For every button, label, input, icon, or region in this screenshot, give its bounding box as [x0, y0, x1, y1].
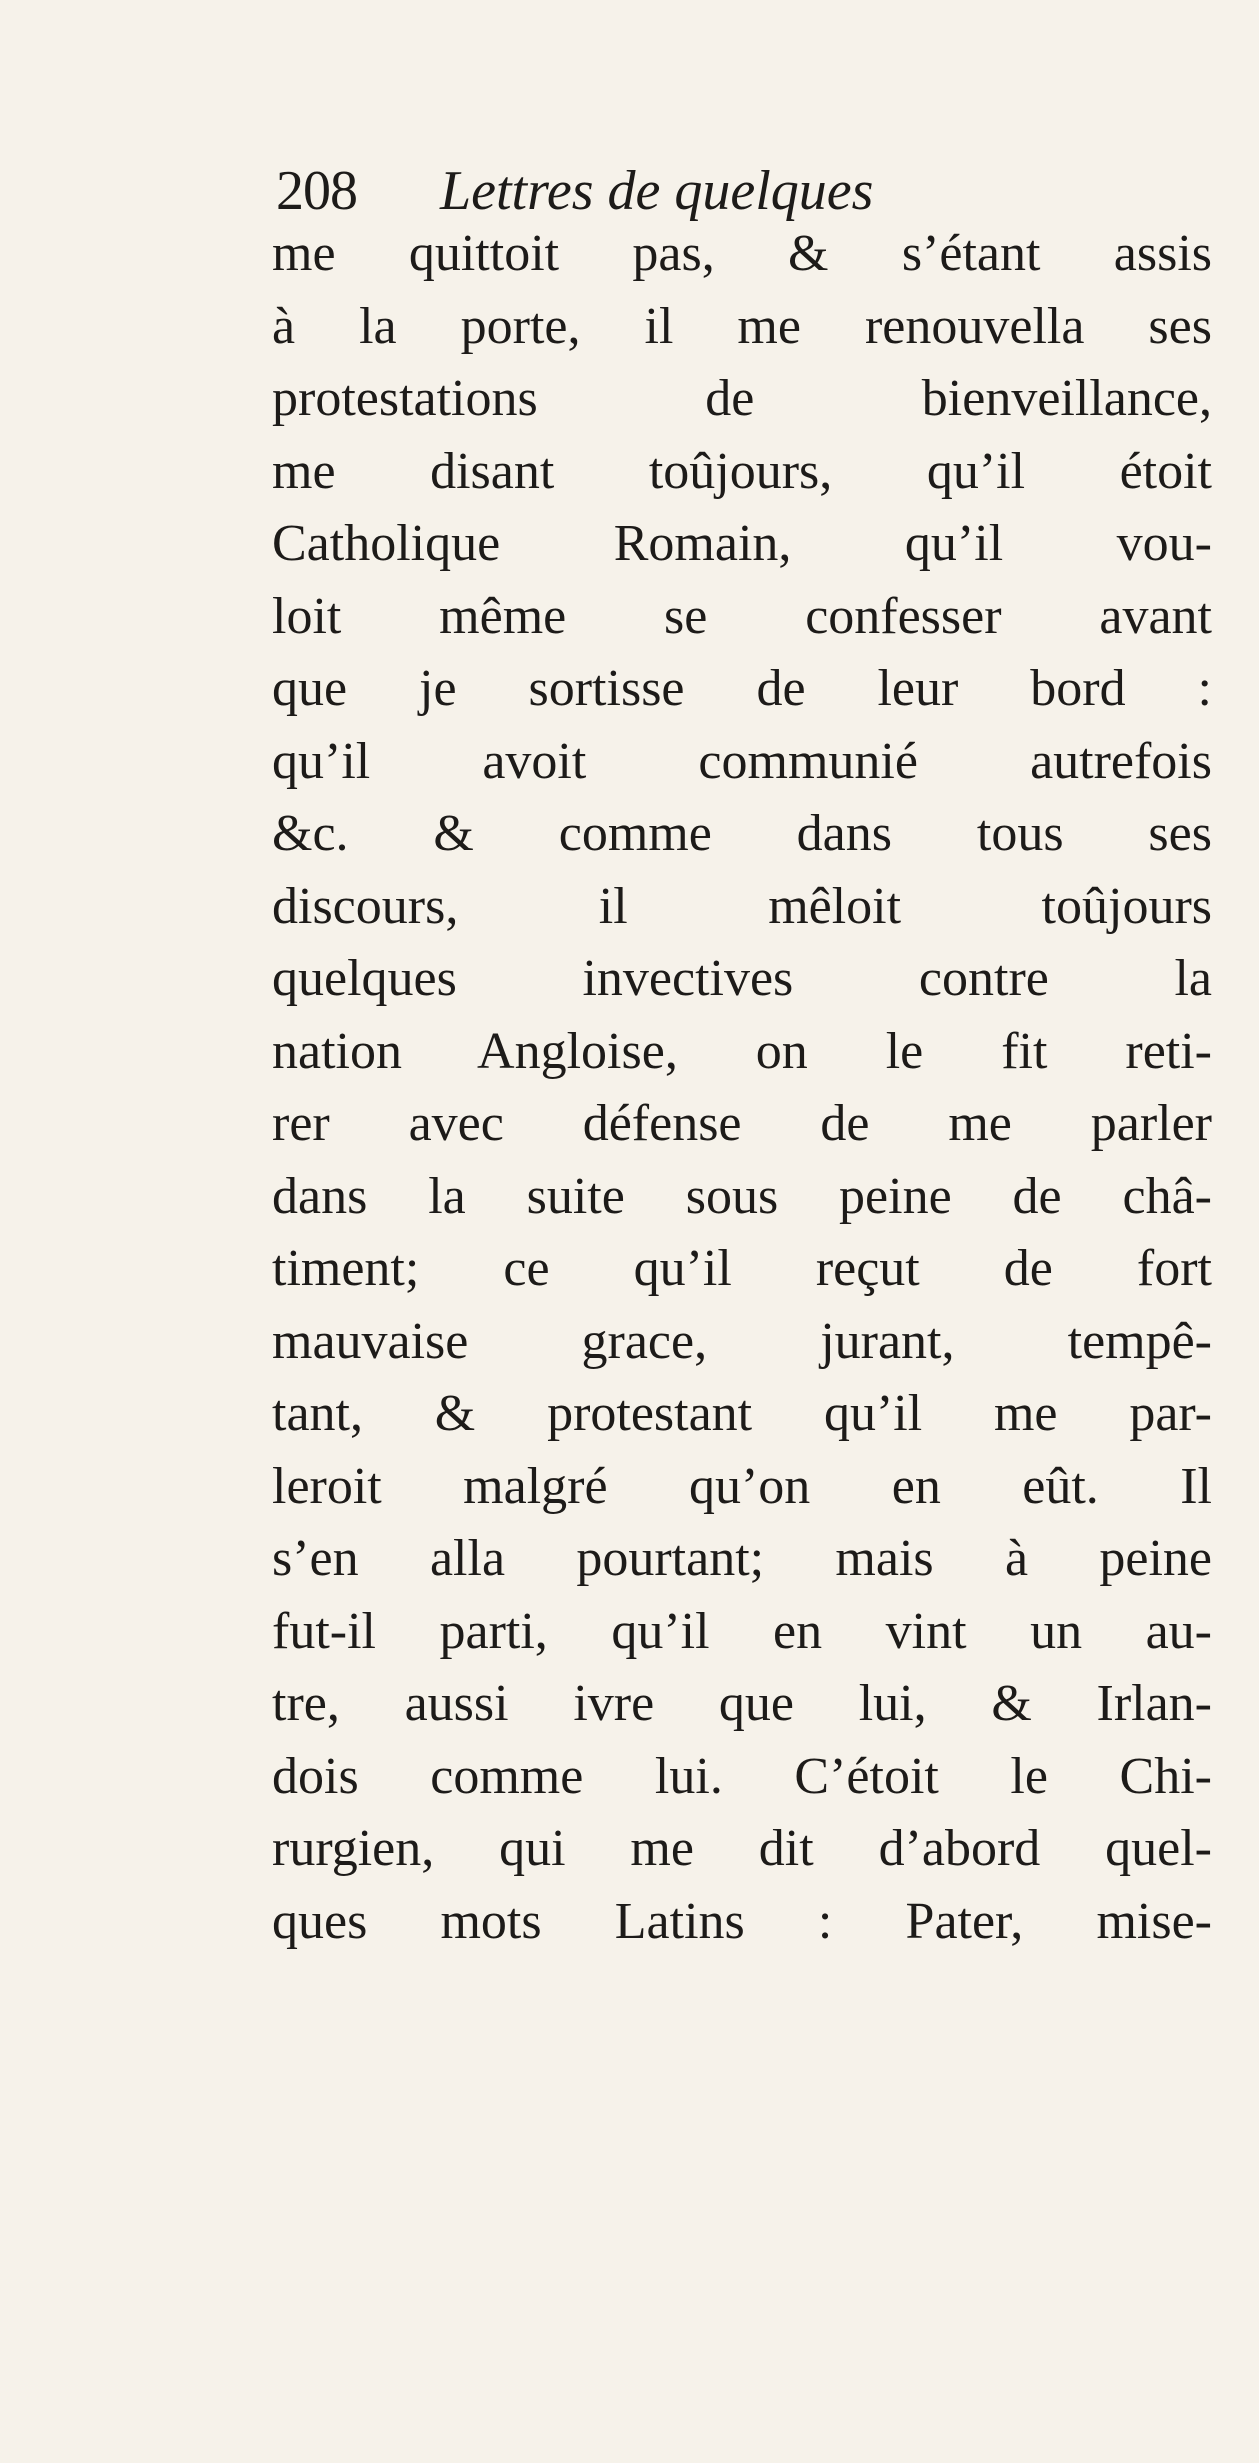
text-line: Catholique Romain, qu’il vou-	[272, 515, 1212, 572]
text-line: tre, aussi ivre que lui, & Irlan-	[272, 1675, 1212, 1732]
text-line: protestations de bienveillance,	[272, 370, 1212, 427]
body-text	[272, 218, 1212, 1958]
page-header	[276, 156, 1176, 226]
text-line: loit même se confesser avant	[272, 587, 1212, 645]
running-head: Lettres de quelques	[440, 160, 874, 222]
text-line: que je sortisse de leur bord :	[272, 660, 1212, 717]
text-line: s’en alla pourtant; mais à peine	[272, 1530, 1212, 1587]
text-line: dois comme lui. C’étoit le Chi-	[272, 1747, 1212, 1805]
text-line: à la porte, il me renouvella ses	[272, 297, 1212, 355]
text-line: me quittoit pas, & s’étant assis	[272, 225, 1212, 282]
text-line: nation Angloise, on le fit reti-	[272, 1022, 1212, 1080]
text-line: mauvaise grace, jurant, tempê-	[272, 1312, 1212, 1370]
text-line: tant, & protestant qu’il me par-	[272, 1385, 1212, 1442]
text-line: quelques invectives contre la	[272, 950, 1212, 1007]
text-line: dans la suite sous peine de châ-	[272, 1167, 1212, 1225]
text-line: rer avec défense de me parler	[272, 1095, 1212, 1152]
text-line: discours, il mêloit toûjours	[272, 877, 1212, 935]
text-line: leroit malgré qu’on en eût. Il	[272, 1457, 1212, 1515]
text-line: qu’il avoit communié autrefois	[272, 732, 1212, 790]
text-line: fut-il parti, qu’il en vint un au-	[272, 1602, 1212, 1660]
text-line: timent; ce qu’il reçut de fort	[272, 1240, 1212, 1297]
page-number: 208	[276, 160, 357, 222]
text-line: me disant toûjours, qu’il étoit	[272, 442, 1212, 500]
text-line: rurgien, qui me dit d’abord quel-	[272, 1820, 1212, 1877]
text-line: ques mots Latins : Pater, mise-	[272, 1892, 1212, 1950]
text-line: &c. & comme dans tous ses	[272, 805, 1212, 862]
